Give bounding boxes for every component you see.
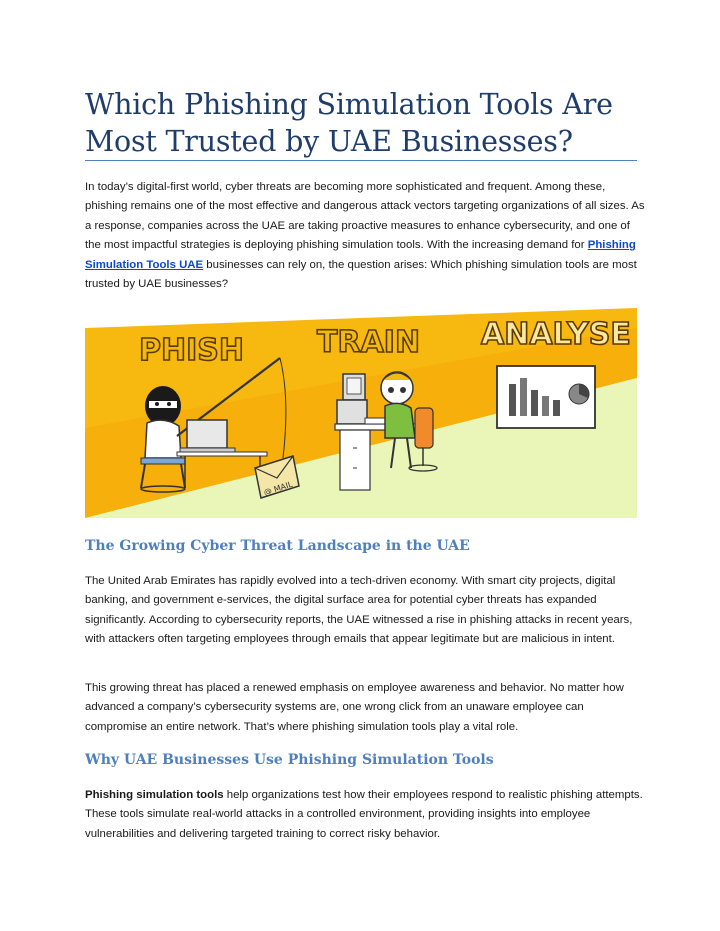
threat-landscape-paragraph-1: The United Arab Emirates has rapidly evolved into a tech-driven economy. With smart city projects, digital banking, and government e-services, the digital surface area for potential cyber threats has expanded significantly. According to cybersecurity reports, the UAE witnessed a rise in phishing attacks in recent years, with attackers often targeting employees through emails that appear legitimate but are malicious in intent.: [85, 575, 633, 646]
svg-text:@ MAIL: @ MAIL: [262, 479, 294, 498]
svg-text:TRAIN: TRAIN: [317, 325, 421, 360]
intro-text-after-link: businesses can rely on, the question arises: Which phishing simulation tools are most trusted by UAE businesses?: [85, 258, 637, 291]
intro-text-before-link: In today’s digital-first world, cyber threats are becoming more sophisticated and frequent. Among these, phishing remains one of the most effective and dangerous attack vectors targeting organizations of all sizes. As a response, companies across the UAE are taking proactive measures to enhance cybersecurity, and one of the most impactful strategies is deploying phishing simulation tools. With the increasing demand for: [85, 181, 645, 252]
train-word: [317, 325, 420, 360]
threat-landscape-paragraph-2: This growing threat has placed a renewed emphasis on employee awareness and behavior. No matter how advanced a company’s cybersecurity systems are, one wrong click from an unaware employee can compromise an entire network. That’s where phishing simulation tools play a vital role.: [85, 682, 624, 733]
bold-lead-phrase: Phishing simulation tools: [85, 789, 224, 801]
section-heading-why-use-tools: Why UAE Businesses Use Phishing Simulation Tools: [85, 752, 494, 768]
why-use-tools-text: help organizations test how their employees respond to realistic phishing attempts. These tools simulate real-world attacks in a controlled environment, providing insights into employee vulnerabilities and delivering targeted training to correct risky behavior.: [85, 789, 643, 840]
title-underline: [85, 160, 637, 161]
intro-paragraph: [85, 178, 645, 294]
svg-text:ANALYSE: ANALYSE: [481, 317, 631, 352]
section-heading-threat-landscape: The Growing Cyber Threat Landscape in the UAE: [85, 538, 470, 554]
phish-word: [139, 333, 244, 368]
page-title: Which Phishing Simulation Tools Are Most Trusted by UAE Businesses?: [85, 88, 613, 158]
analytics-screen-icon: [497, 366, 595, 428]
phishing-tools-uae-link[interactable]: Phishing Simulation Tools UAE: [85, 239, 636, 271]
phish-train-analyse-illustration: [85, 308, 637, 518]
why-use-tools-paragraph: [85, 786, 645, 844]
svg-text:PHISH: PHISH: [139, 333, 244, 368]
analyse-word: [481, 317, 631, 352]
